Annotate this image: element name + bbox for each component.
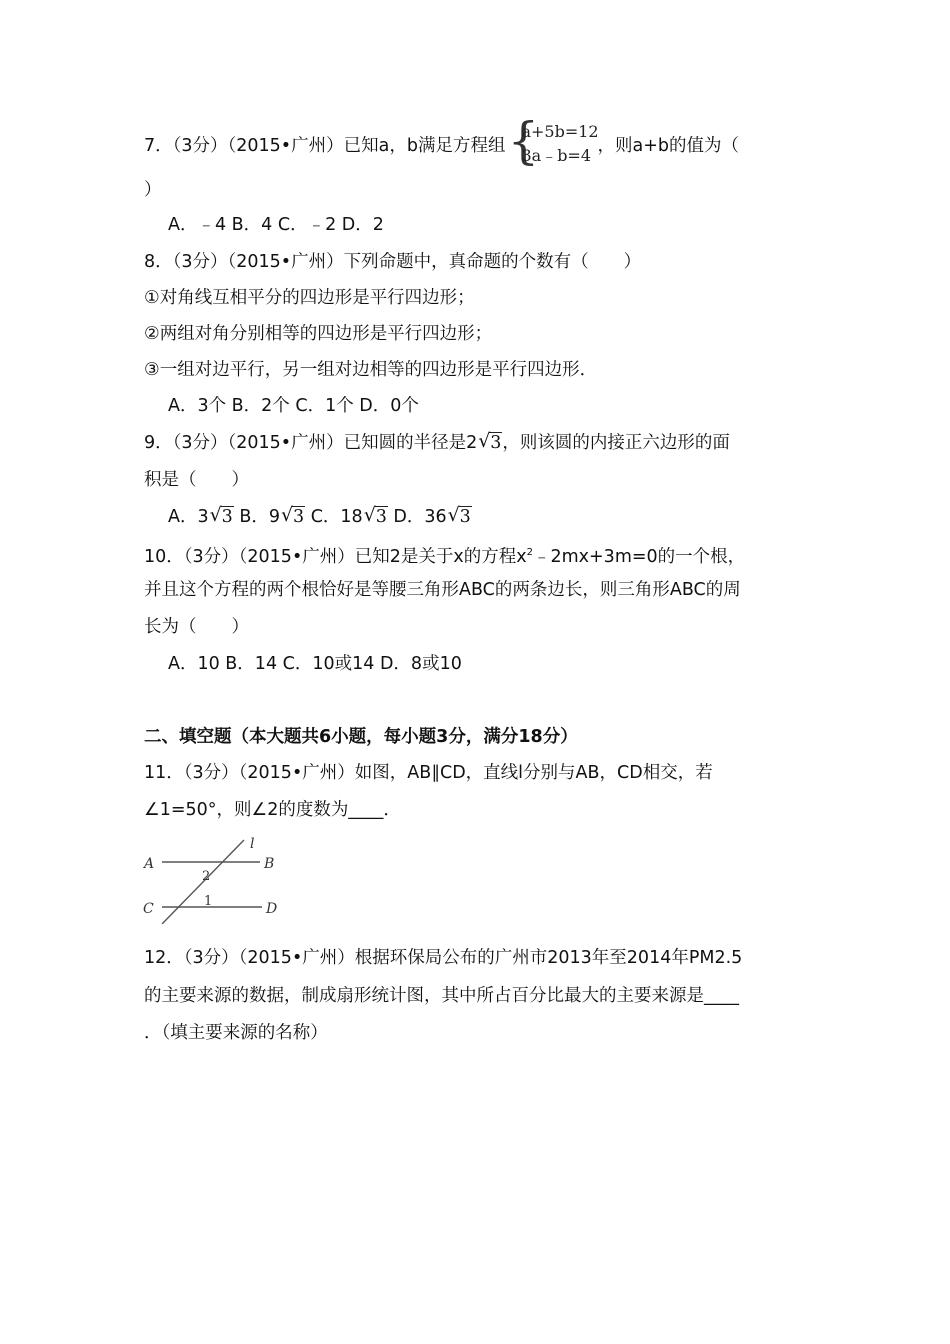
q12-line3: ．（填主要来源的名称） <box>144 1023 328 1043</box>
q10-line2: 并且这个方程的两个根恰好是等腰三角形ABC的两条边长，则三角形ABC的周 <box>144 580 741 600</box>
q7-stem-prefix: 7．（3分）（2015•广州）已知a，b满足方程组 <box>144 136 506 156</box>
q7-options: A．﹣4 B．4 C．﹣2 D．2 <box>168 215 384 235</box>
q8-statement-2: ②两组对角分别相等的四边形是平行四边形； <box>144 324 493 344</box>
q10-options: A．10 B．14 C．10或14 D．8或10 <box>168 654 462 674</box>
q9-option-c: C．18 <box>310 507 363 527</box>
q9-option-d: D．36 <box>393 507 447 527</box>
q10-stem-prefix: 10．（3分）（2015•广州）已知2是关于x的方程x <box>144 546 527 567</box>
q8-stem: 8．（3分）（2015•广州）下列命题中，真命题的个数有（ ） <box>144 252 642 272</box>
q12-line2: 的主要来源的数据，制成扇形统计图，其中所占百分比最大的主要来源是____ <box>144 986 739 1006</box>
q7-stem-suffix: ，则a+b的值为（ <box>597 136 739 156</box>
q9-options: A．3 √ 3 B．9 √ 3 C．18 √ 3 D．36 √ 3 <box>168 504 471 527</box>
q9-stem-prefix: 9．（3分）（2015•广州）已知圆的半径是2 <box>144 433 478 453</box>
q9-line2: 积是（ ） <box>144 470 249 490</box>
q8-statement-3: ③一组对边平行，另一组对边相等的四边形是平行四边形． <box>144 360 598 380</box>
label-b: B <box>264 856 275 872</box>
q12-line1: 12．（3分）（2015•广州）根据环保局公布的广州市2013年至2014年PM2.5 <box>144 948 743 968</box>
q9-sqrt: √ 3 <box>478 430 502 453</box>
label-d: D <box>266 901 278 917</box>
q11-line1: 11．（3分）（2015•广州）如图，AB∥CD，直线l分别与AB，CD相交，若 <box>144 763 713 783</box>
q9-stem <box>144 431 730 455</box>
q11-line2: ∠1=50°，则∠2的度数为____． <box>144 800 401 820</box>
q8-statement-1: ①对角线互相平分的四边形是平行四边形； <box>144 288 475 308</box>
label-angle-1: 1 <box>204 894 213 909</box>
q10-stem-suffix: ﹣2mx+3m=0的一个根， <box>532 546 746 567</box>
q9-option-b: B．9 <box>239 507 280 527</box>
q11-figure <box>140 832 290 924</box>
q9-stem-suffix: ，则该圆的内接正六边形的面 <box>502 433 730 453</box>
q10-stem <box>144 541 745 569</box>
label-l: l <box>250 836 255 852</box>
q9-option-a: A．3 <box>168 507 209 527</box>
q7-stem <box>144 112 739 170</box>
q7-eq2: 3a﹣b=4 <box>521 146 592 165</box>
q7-equation-system: { a+5b=12 3a﹣b=4 <box>507 112 599 170</box>
q7-close: ） <box>144 180 162 200</box>
label-a: A <box>144 856 155 872</box>
label-c: C <box>143 901 154 917</box>
section-2-title: 二、填空题（本大题共6小题，每小题3分，满分18分） <box>144 727 578 747</box>
q10-exponent: 2 <box>526 547 533 558</box>
q8-options: A．3个 B．2个 C．1个 D．0个 <box>168 396 419 416</box>
q10-line3: 长为（ ） <box>144 617 249 637</box>
q7-eq1: a+5b=12 <box>521 122 599 141</box>
label-angle-2: 2 <box>202 869 211 884</box>
